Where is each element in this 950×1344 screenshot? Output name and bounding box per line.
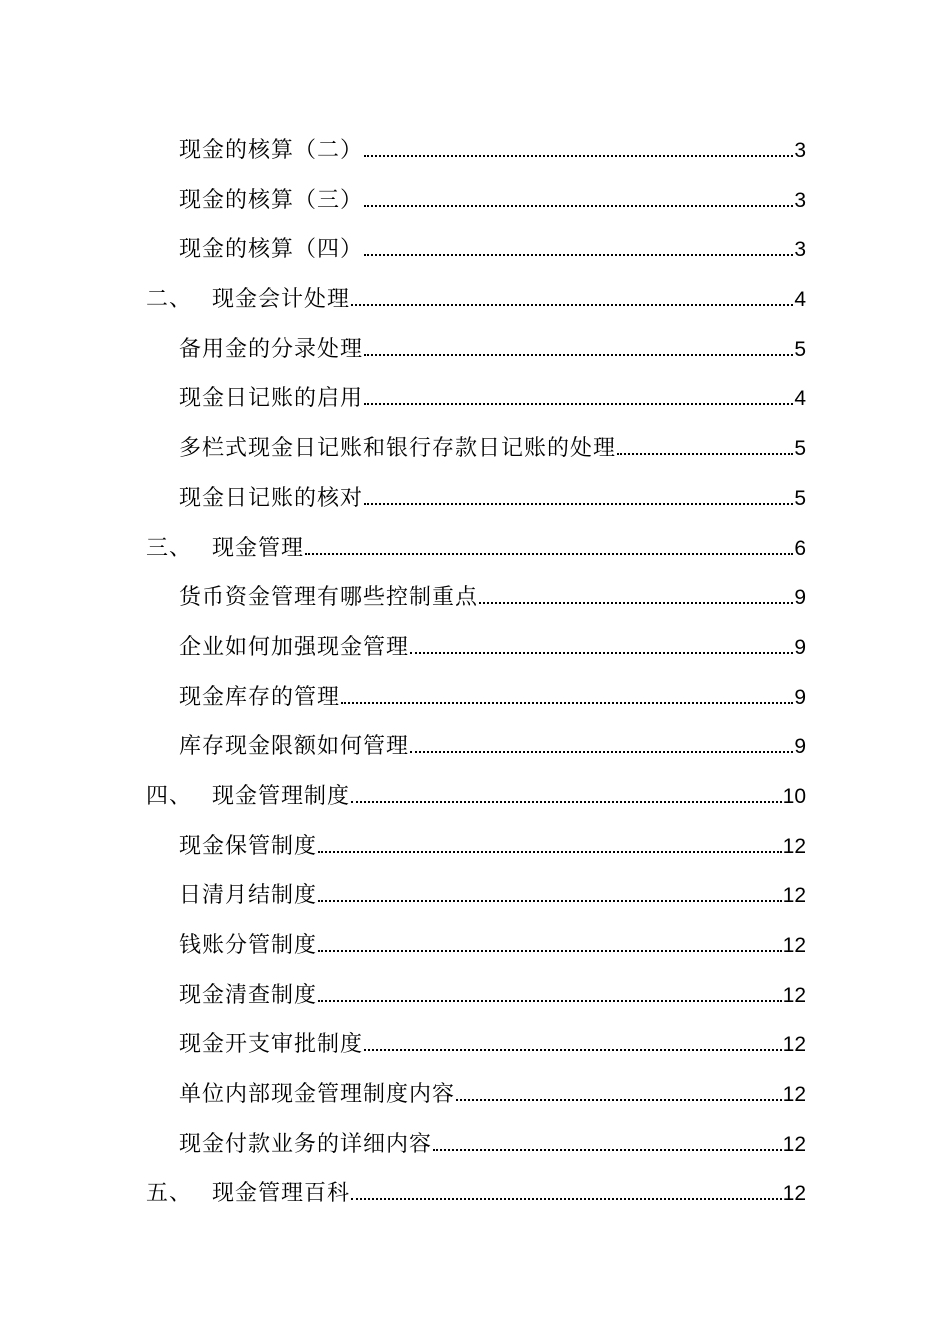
toc-entry-title: 现金日记账的启用: [179, 386, 364, 412]
toc-entry-page-number: 12: [782, 834, 806, 858]
toc-entry-title: 单位内部现金管理制度内容: [179, 1082, 456, 1108]
toc-entry-page-number: 12: [782, 1083, 806, 1107]
toc-entry-page-number: 12: [782, 983, 806, 1007]
toc-entry-title: 备用金的分录处理: [179, 336, 364, 362]
toc-entry-title: 现金管理制度: [212, 783, 351, 809]
toc-entry[interactable]: [146, 1169, 806, 1219]
toc-dot-leader: [318, 932, 782, 952]
toc-entry[interactable]: [146, 474, 806, 524]
toc-entry[interactable]: [146, 325, 806, 375]
toc-entry-title: 现金的核算（四）: [179, 237, 364, 263]
toc-dot-leader: [364, 187, 793, 207]
toc-dot-leader: [364, 236, 793, 256]
toc-entry[interactable]: [146, 126, 806, 176]
toc-dot-leader: [456, 1081, 782, 1101]
toc-dot-leader: [351, 1180, 782, 1200]
toc-dot-leader: [364, 385, 793, 405]
toc-entry-page-number: 9: [794, 735, 806, 759]
toc-entry[interactable]: [146, 225, 806, 275]
toc-entry[interactable]: [146, 673, 806, 723]
toc-entry-page-number: 12: [782, 884, 806, 908]
toc-dot-leader: [410, 634, 793, 654]
toc-entry-title: 库存现金限额如何管理: [179, 734, 410, 760]
toc-entry-title: 现金的核算（三）: [179, 187, 364, 213]
toc-dot-leader: [351, 783, 782, 803]
toc-entry-page-number: 4: [794, 288, 806, 312]
toc-dot-leader: [364, 1031, 782, 1051]
toc-entry-number: 五、: [146, 1181, 193, 1207]
toc-dot-leader: [479, 584, 793, 604]
toc-entry[interactable]: [146, 424, 806, 474]
toc-entry-title: 现金清查制度: [179, 982, 318, 1008]
toc-entry[interactable]: [146, 971, 806, 1021]
toc-entry-title: 多栏式现金日记账和银行存款日记账的处理: [179, 436, 617, 462]
toc-entry-page-number: 5: [794, 437, 806, 461]
toc-entry-title: 现金管理: [212, 535, 305, 561]
toc-entry-page-number: 9: [794, 685, 806, 709]
toc-dot-leader: [617, 435, 793, 455]
toc-entry-number: 二、: [146, 287, 193, 313]
toc-entry-page-number: 3: [794, 188, 806, 212]
toc-entry[interactable]: [146, 921, 806, 971]
toc-entry-title: 现金日记账的核对: [179, 485, 364, 511]
toc-entry-title: 现金库存的管理: [179, 684, 341, 710]
toc-dot-leader: [351, 286, 793, 306]
toc-entry-title: 日清月结制度: [179, 883, 318, 909]
toc-entry-page-number: 5: [794, 486, 806, 510]
toc-entry-page-number: 4: [794, 387, 806, 411]
toc-entry-page-number: 3: [794, 139, 806, 162]
toc-entry[interactable]: [146, 573, 806, 623]
toc-entry-title: 现金的核算（二）: [179, 138, 364, 163]
toc-entry-page-number: 12: [782, 1132, 806, 1156]
toc-dot-leader: [341, 684, 793, 704]
toc-entry-title: 现金会计处理: [212, 287, 351, 313]
toc-entry[interactable]: [146, 176, 806, 226]
toc-entry-page-number: 12: [782, 1182, 806, 1206]
toc-entry[interactable]: [146, 275, 806, 325]
toc-entry-title: 现金开支审批制度: [179, 1032, 364, 1058]
toc-dot-leader: [305, 535, 793, 555]
toc-entry[interactable]: [146, 722, 806, 772]
toc-entry-page-number: 12: [782, 1033, 806, 1057]
toc-entry[interactable]: [146, 623, 806, 673]
toc-entry[interactable]: [146, 871, 806, 921]
toc-entry-title: 钱账分管制度: [179, 933, 318, 958]
toc-dot-leader: [318, 982, 782, 1002]
toc-entry[interactable]: [146, 1020, 806, 1070]
toc-entry-page-number: 9: [794, 586, 806, 610]
toc-entry[interactable]: [146, 524, 806, 574]
toc-entry[interactable]: [146, 374, 806, 424]
toc-entry[interactable]: [146, 822, 806, 872]
toc-entry-number: 三、: [146, 535, 193, 561]
toc-entry-title: 企业如何加强现金管理: [179, 634, 410, 660]
toc-entry-page-number: 9: [794, 635, 806, 659]
toc-entry-title: 现金保管制度: [179, 833, 318, 859]
toc-entry-title: 现金付款业务的详细内容: [179, 1131, 433, 1157]
toc-dot-leader: [318, 833, 782, 853]
toc-dot-leader: [433, 1131, 782, 1151]
toc-dot-leader: [364, 336, 793, 356]
toc-entry-page-number: 5: [794, 337, 806, 361]
toc-dot-leader: [364, 485, 793, 505]
toc-dot-leader: [410, 733, 793, 753]
toc-entry[interactable]: [146, 772, 806, 822]
toc-entry-title: 现金管理百科: [212, 1181, 351, 1207]
toc-dot-leader: [364, 137, 793, 157]
toc-entry-title: 货币资金管理有哪些控制重点: [179, 585, 479, 611]
toc-entry-page-number: 12: [782, 934, 806, 957]
toc-dot-leader: [318, 882, 782, 902]
toc-entry-page-number: 10: [782, 784, 806, 808]
table-of-contents: [146, 126, 806, 1219]
toc-entry[interactable]: [146, 1070, 806, 1120]
toc-entry-number: 四、: [146, 783, 193, 809]
toc-entry-page-number: 3: [794, 238, 806, 262]
toc-entry-page-number: 6: [794, 536, 806, 560]
toc-entry[interactable]: [146, 1120, 806, 1170]
